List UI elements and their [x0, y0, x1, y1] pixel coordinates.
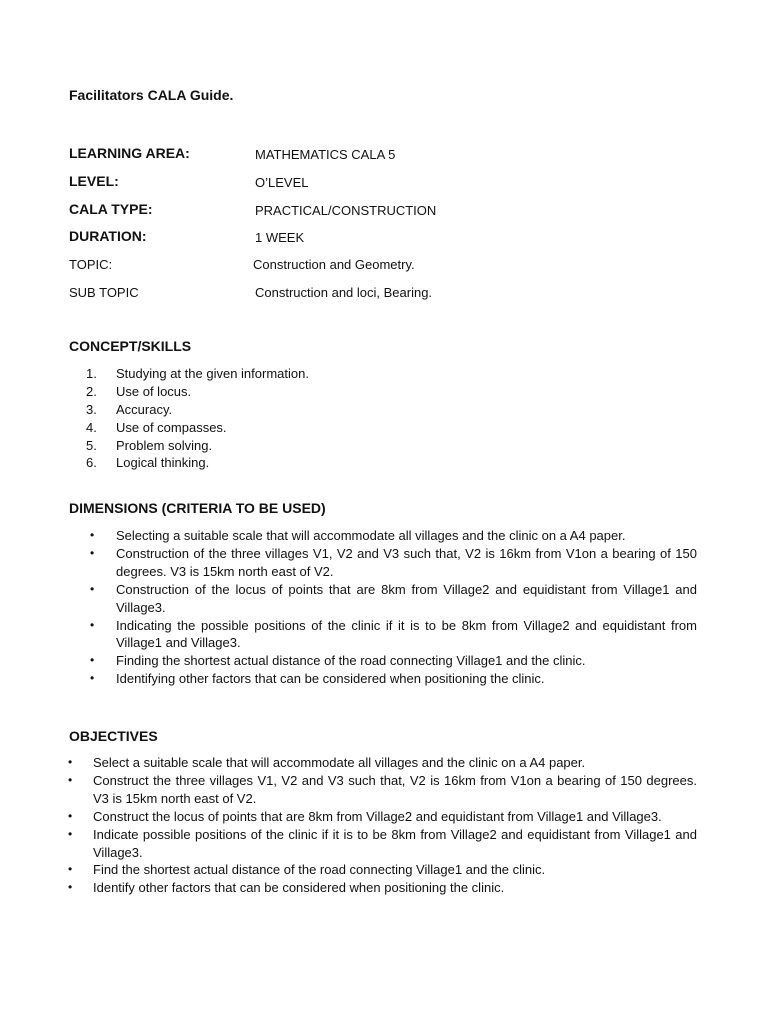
list-item: • Indicating the possible positions of the clinic if it is to be 8km from Village2 and equidistant from Village1 and Village3.	[90, 617, 697, 651]
meta-value: 1 WEEK	[255, 230, 305, 245]
list-item: 2. Use of locus.	[86, 383, 192, 399]
list-item: • Construction of the three villages V1, V2 and V3 such that, V2 is 16km from V1on a bearing of 150 degrees. V3 is 15km north east of V2.	[90, 545, 697, 579]
list-item: • Identify other factors that can be considered when positioning the clinic.	[68, 880, 505, 896]
list-item: 1. Studying at the given information.	[86, 366, 309, 381]
meta-label: CALA TYPE:	[69, 201, 153, 217]
bullet-icon: •	[90, 617, 95, 632]
meta-value: Construction and Geometry.	[253, 257, 415, 272]
bullet-icon: •	[68, 772, 73, 787]
concept-skills-heading: CONCEPT/SKILLS	[69, 338, 192, 354]
list-item: • Indicate possible positions of the clinic if it is to be 8km from Village2 and equidistant from Village1 and Village3.	[68, 826, 697, 860]
concept-skills-list	[86, 365, 309, 472]
bullet-icon: •	[68, 826, 73, 841]
meta-cala-type	[69, 201, 709, 221]
meta-sub-topic	[69, 283, 709, 303]
meta-learning-area	[69, 145, 709, 165]
list-item: • Selecting a suitable scale that will accommodate all villages and the clinic on a A4 paper.	[90, 528, 626, 543]
list-item: 6. Logical thinking.	[86, 455, 210, 471]
list-item: • Select a suitable scale that will accommodate all villages and the clinic on a A4 paper.	[68, 755, 586, 770]
bullet-icon: •	[90, 581, 95, 596]
bullet-icon: •	[90, 545, 95, 560]
objectives-list	[68, 754, 697, 897]
list-item: • Construction of the locus of points that are 8km from Village2 and equidistant from Village1 and Village3.	[90, 581, 697, 615]
bullet-icon: •	[68, 755, 73, 769]
bullet-icon: •	[68, 880, 73, 895]
list-item: • Identifying other factors that can be considered when positioning the clinic.	[90, 671, 545, 687]
meta-label: LEVEL:	[69, 173, 119, 189]
meta-value: Construction and loci, Bearing.	[255, 285, 433, 300]
meta-label: DURATION:	[69, 228, 147, 244]
bullet-icon: •	[68, 862, 73, 877]
document-title: Facilitators CALA Guide.	[69, 87, 234, 103]
bullet-icon: •	[90, 528, 95, 542]
list-item: • Construct the three villages V1, V2 and V3 such that, V2 is 16km from V1on a bearing of 150 degrees. V3 is 15km north east of V2.	[68, 772, 697, 806]
bullet-icon: •	[90, 653, 95, 668]
meta-value: O’LEVEL	[255, 175, 309, 190]
list-item: • Find the shortest actual distance of the road connecting Village1 and the clinic.	[68, 862, 546, 878]
objectives-heading: OBJECTIVES	[69, 728, 158, 744]
meta-label: LEARNING AREA:	[69, 145, 190, 161]
dimensions-heading: DIMENSIONS (CRITERIA TO BE USED)	[69, 500, 326, 516]
meta-duration	[69, 228, 709, 248]
list-item: • Construct the locus of points that are 8km from Village2 and equidistant from Village1 and Village3.	[68, 808, 662, 824]
list-item: 3. Accuracy.	[86, 401, 173, 417]
list-item: • Finding the shortest actual distance of the road connecting Village1 and the clinic.	[90, 653, 586, 669]
meta-topic	[69, 255, 709, 275]
list-item: 5. Problem solving.	[86, 437, 213, 453]
dimensions-list	[90, 527, 697, 688]
meta-label: TOPIC:	[69, 257, 113, 272]
meta-level	[69, 173, 709, 193]
bullet-icon: •	[68, 808, 73, 823]
meta-value: PRACTICAL/CONSTRUCTION	[255, 203, 437, 218]
bullet-icon: •	[90, 671, 95, 686]
list-item: 4. Use of compasses.	[86, 419, 227, 435]
meta-value: MATHEMATICS CALA 5	[255, 147, 396, 162]
meta-label: SUB TOPIC	[69, 285, 139, 300]
